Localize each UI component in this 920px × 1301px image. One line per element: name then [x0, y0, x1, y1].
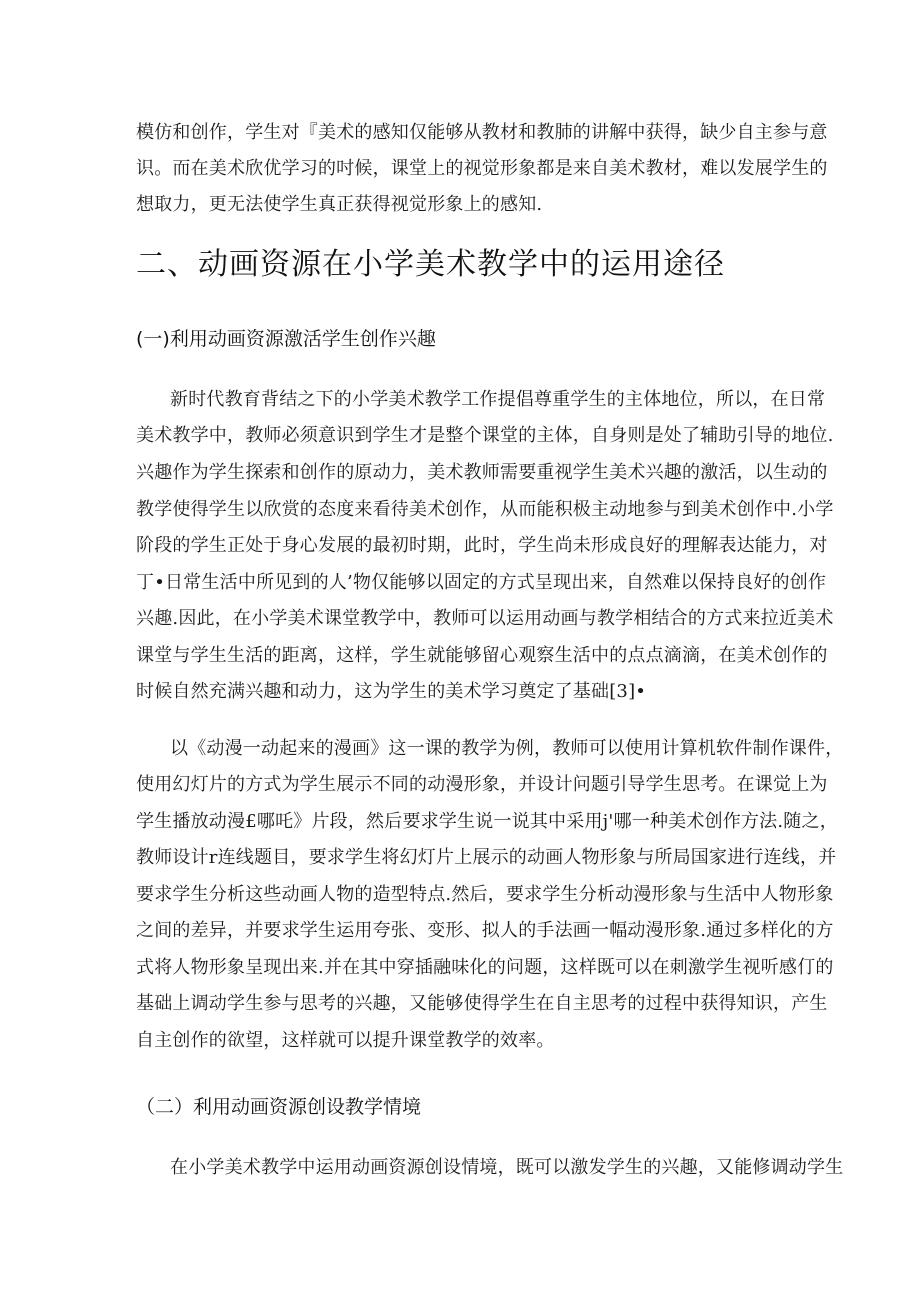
subsection-1-heading: (一)利用动画资源激活学生创作兴趣 [136, 328, 436, 350]
para1-line-3: 兴趣作为学生探索和创作的原动力，美术教师需要重视学生美术兴趣的激活，以生动的 [136, 462, 828, 483]
para1-line-4: 教学使得学生以欣赏的态度来看待美术创作，从而能积极主动地参与到美术创作中.小学 [136, 499, 834, 520]
para2-line-5: 要求学生分析这些动画人物的造型特点.然后，要求学生分析动漫形象与生活中人物形象 [136, 884, 834, 905]
para1-line-8: 课堂与学生生活的距离，这样，学生就能够留心观察生活中的点点滴滴，在美术创作的 [136, 645, 828, 666]
para2-line-2: 使用幻灯片的方式为学生展示不同的动漫形象，并设计问题引导学生思考。在课觉上为 [136, 774, 828, 795]
para1-line-5: 阶段的学生正处于身心发展的最初时期，此时，学生尚未形成良好的理解表达能力，对 [136, 535, 828, 556]
section-heading: 二、动画资源在小学美术教学中的运用途径 [136, 247, 725, 282]
subsection-2-heading: （二）利用动画资源创设教学情境 [136, 1096, 422, 1118]
para1-line-2: 美术教学中，教师必须意识到学生才是整个课堂的主体，自身则是处了辅助引导的地位. [136, 425, 834, 446]
para2-line-4: 教师设计r连线题目，要求学生将幻灯片上展示的动画人物形象与所局国家进行连线，并 [136, 847, 837, 868]
para2-line-6: 之间的差异，并要求学生运用夸张、变形、拟人的手法画一幅动漫形象.通过多样化的方 [136, 920, 834, 941]
intro-line-2: 识。而在美术欣优学习的吋候，课堂上的视觉形象都是来自美术教材，难以发展学生的 [136, 158, 828, 179]
para2-line-1: 以《动漫一动起来的漫画》这一课的教学为例，教师可以使用计算机软件制作课件， [170, 738, 844, 759]
para1-line-9: 时候自然充满兴趣和动力，这为学生的美术学习奠定了基础[3]• [136, 681, 647, 702]
intro-line-3: 想取力，更无法使学生真正获得视觉形象上的感知. [136, 194, 543, 215]
para2-line-9: 自主创作的欲望，这样就可以提升课堂教学的效率。 [136, 1030, 555, 1051]
para2-line-3: 学生播放动漫£哪吒》片段，然后要求学生说一说其中采用j'哪一种美术创作方法.随之， [136, 811, 838, 832]
para2-line-8: 基础上调动学生参与思考的兴趣，又能够使得学生在自主思考的过程中获得知识，产生 [136, 993, 828, 1014]
para1-line-7: 兴趣.因此，在小学美术课堂教学中，教师可以运用动画与教学相结合的方式来拉近美术 [136, 608, 834, 629]
para3-line-1: 在小学美术教学中运用动画资源创设情境，既可以激发学生的兴趣，又能修调动学生 [170, 1157, 844, 1178]
para1-line-1: 新时代教育背结之下的小学美术教学工作提倡尊重学生的主体地位，所以，在日常 [170, 389, 826, 410]
para1-line-6: 丁•日常生活中所见到的人’物仅能够以固定的方式呈现出来，自然难以保持良好的创作 [136, 572, 827, 593]
para2-line-7: 式将人物形象呈现出来.并在其中穿插融味化的问题，这样既可以在刺激学生视听感仃的 [136, 957, 834, 978]
intro-line-1: 模仿和创作，学生对『美术的感知仅能够从教材和教肺的讲解中获得，缺少自主参与意 [136, 122, 828, 143]
